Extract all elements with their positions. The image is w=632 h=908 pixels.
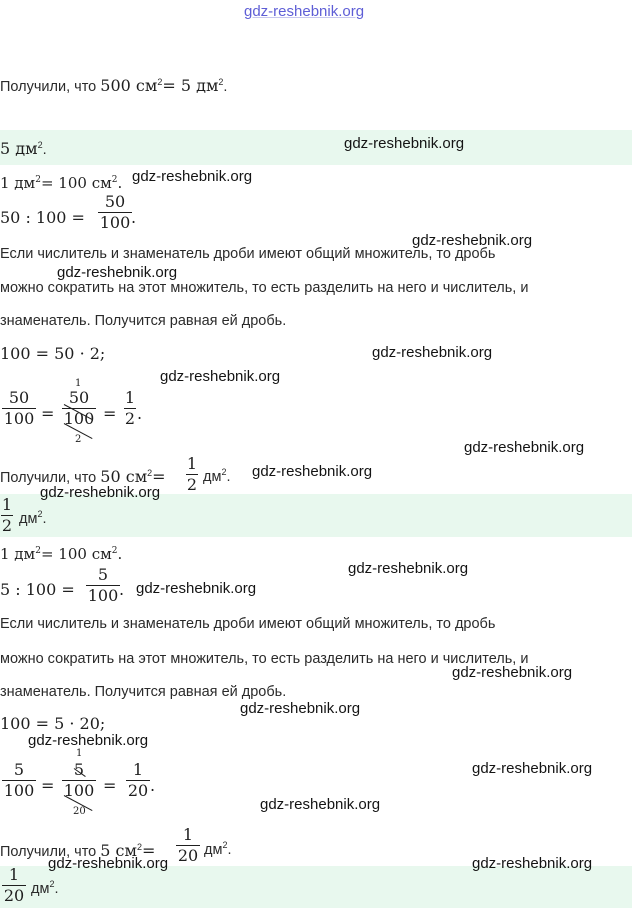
dot: . <box>117 545 123 563</box>
fraction-num: 5 <box>97 565 109 584</box>
answer-2-unit <box>19 511 46 527</box>
dot: . <box>150 776 156 795</box>
fraction-num: 50 <box>104 192 126 211</box>
fraction-cancelled-5-100 <box>62 761 96 800</box>
fraction-num: 1 <box>186 454 198 473</box>
watermark[interactable]: gdz-reshebnik.org <box>472 855 593 872</box>
conversion-b <box>0 545 122 563</box>
result-500-math: 500 см <box>100 76 158 95</box>
dot: . <box>42 142 47 158</box>
conv-a-right: = 100 см <box>40 174 112 192</box>
rule-line-1: Если числитель и знаменатель дроби имеют общий множитель, то дробь <box>0 246 496 262</box>
fraction-num: 5 <box>13 760 25 779</box>
fraction-1-20 <box>126 761 150 800</box>
rule-line-3: знаменатель. Получится равная ей дробь. <box>0 313 287 329</box>
fraction-cancelled-50-100 <box>62 389 96 428</box>
sq-sup: 2 <box>218 77 224 88</box>
rule-line-1-b: Если числитель и знаменатель дроби имеют общий множитель, то дробь <box>0 616 496 632</box>
unit-dm: дм <box>19 511 38 527</box>
result-5-unit <box>204 842 231 858</box>
watermark[interactable]: gdz-reshebnik.org <box>28 732 149 749</box>
fraction-num: 1 <box>132 760 144 779</box>
result-5-math: 5 см <box>100 841 137 860</box>
dot: . <box>131 208 137 227</box>
watermark[interactable]: gdz-reshebnik.org <box>344 135 465 152</box>
dot: . <box>227 842 232 858</box>
factor-1: 100 = 50 · 2; <box>0 344 106 363</box>
sq-sup: 2 <box>35 175 41 185</box>
equals: = <box>41 776 55 795</box>
sq-sup: 2 <box>136 842 142 853</box>
fraction-num: 1 <box>124 388 136 407</box>
answer-1 <box>0 139 47 158</box>
fraction-den: 100 <box>99 213 131 232</box>
conv-a-left: 1 дм <box>0 174 36 192</box>
cancel-mark-1: 1 <box>76 748 83 759</box>
fraction-den: 100 <box>87 586 119 605</box>
conversion-a <box>0 174 122 192</box>
unit-dm: дм <box>204 842 223 858</box>
watermark[interactable]: gdz-reshebnik.org <box>452 664 573 681</box>
watermark-top[interactable]: gdz-reshebnik.org <box>244 3 365 20</box>
equals: = <box>103 776 117 795</box>
fraction-den: 2 <box>186 475 198 494</box>
rule-line-3-b: знаменатель. Получится равная ей дробь. <box>0 684 287 700</box>
watermark[interactable]: gdz-reshebnik.org <box>348 560 469 577</box>
answer-band-3 <box>0 866 632 908</box>
cancel-mark-1: 1 <box>75 378 82 389</box>
fraction-5-100-a <box>2 761 36 800</box>
dot: . <box>226 469 231 485</box>
fraction-num: 50 <box>8 388 30 407</box>
sq-sup: 2 <box>147 468 153 479</box>
watermark[interactable]: gdz-reshebnik.org <box>40 484 161 501</box>
fraction-num: 5 <box>73 760 85 779</box>
conv-b-left: 1 дм <box>0 545 36 563</box>
dot: . <box>119 580 125 599</box>
equals: = <box>41 404 55 423</box>
division-1: 50 : 100 = <box>0 208 85 227</box>
fraction-1-2-result <box>186 455 198 494</box>
fraction-50-100-a <box>2 389 36 428</box>
fraction-num: 50 <box>68 388 90 407</box>
sq-sup: 2 <box>111 546 118 556</box>
sq-sup: 2 <box>111 175 118 185</box>
fraction-1-20-answer <box>2 866 26 905</box>
sq-sup: 2 <box>221 467 227 478</box>
fraction-5-100 <box>86 566 120 605</box>
fraction-1-20-result <box>176 826 200 865</box>
sq-sup: 2 <box>37 509 43 520</box>
cancel-mark-2: 2 <box>75 434 82 445</box>
result-5-prefix: Получили, что <box>0 844 97 860</box>
fraction-num: 1 <box>1 495 13 514</box>
watermark[interactable]: gdz-reshebnik.org <box>472 760 593 777</box>
watermark[interactable]: gdz-reshebnik.org <box>57 264 178 281</box>
dot: . <box>54 881 59 897</box>
watermark[interactable]: gdz-reshebnik.org <box>132 168 253 185</box>
conv-b-right: = 100 см <box>40 545 112 563</box>
result-500-line <box>0 76 227 95</box>
fraction-den: 20 <box>3 886 25 905</box>
result-50-math: 50 см <box>100 467 148 486</box>
rule-line-2-b: можно сократить на этот множитель, то есть разделить на него и числитель, и <box>0 651 529 667</box>
dot: . <box>117 174 123 192</box>
result-500-prefix: Получили, что <box>0 79 97 95</box>
fraction-50-100 <box>98 193 132 232</box>
sq-sup: 2 <box>157 77 163 88</box>
result-50-prefix: Получили, что <box>0 470 97 486</box>
equals: = <box>141 841 156 860</box>
sq-sup: 2 <box>49 879 55 890</box>
fraction-den: 20 <box>177 846 199 865</box>
fraction-den: 100 <box>63 781 95 800</box>
watermark[interactable]: gdz-reshebnik.org <box>48 855 169 872</box>
result-50-unit <box>203 469 230 485</box>
division-2: 5 : 100 = <box>0 580 75 599</box>
fraction-den: 20 <box>127 781 149 800</box>
fraction-1-2-answer <box>1 496 13 535</box>
sq-sup: 2 <box>222 840 228 851</box>
watermark[interactable]: gdz-reshebnik.org <box>136 580 257 597</box>
watermark[interactable]: gdz-reshebnik.org <box>240 700 361 717</box>
answer-band-1 <box>0 130 632 165</box>
sq-sup: 2 <box>35 546 41 556</box>
fraction-den: 100 <box>63 409 95 428</box>
fraction-num: 1 <box>8 865 20 884</box>
equals: = <box>103 404 117 423</box>
fraction-den: 100 <box>3 409 35 428</box>
answer-3-unit <box>31 881 58 897</box>
watermark[interactable]: gdz-reshebnik.org <box>464 439 585 456</box>
dot: . <box>223 79 228 95</box>
fraction-num: 1 <box>182 825 194 844</box>
answer-1-value: 5 дм <box>0 139 38 158</box>
sq-sup: 2 <box>37 140 43 151</box>
result-500-eq: = 5 дм <box>162 76 219 95</box>
unit-dm: дм <box>203 469 222 485</box>
equals: = <box>152 467 166 486</box>
watermark[interactable]: gdz-reshebnik.org <box>260 796 381 813</box>
fraction-1-2 <box>124 389 136 428</box>
cancel-mark-20: 20 <box>73 806 86 817</box>
watermark[interactable]: gdz-reshebnik.org <box>372 344 493 361</box>
watermark[interactable]: gdz-reshebnik.org <box>252 463 373 480</box>
watermark[interactable]: gdz-reshebnik.org <box>160 368 281 385</box>
fraction-den: 2 <box>124 409 136 428</box>
factor-2: 100 = 5 · 20; <box>0 714 106 733</box>
unit-dm: дм <box>31 881 50 897</box>
watermark[interactable]: gdz-reshebnik.org <box>412 232 533 249</box>
fraction-den: 100 <box>3 781 35 800</box>
rule-line-2: можно сократить на этот множитель, то есть разделить на него и числитель, и <box>0 280 529 296</box>
dot: . <box>137 404 143 423</box>
fraction-den: 2 <box>1 516 13 535</box>
dot: . <box>42 511 47 527</box>
